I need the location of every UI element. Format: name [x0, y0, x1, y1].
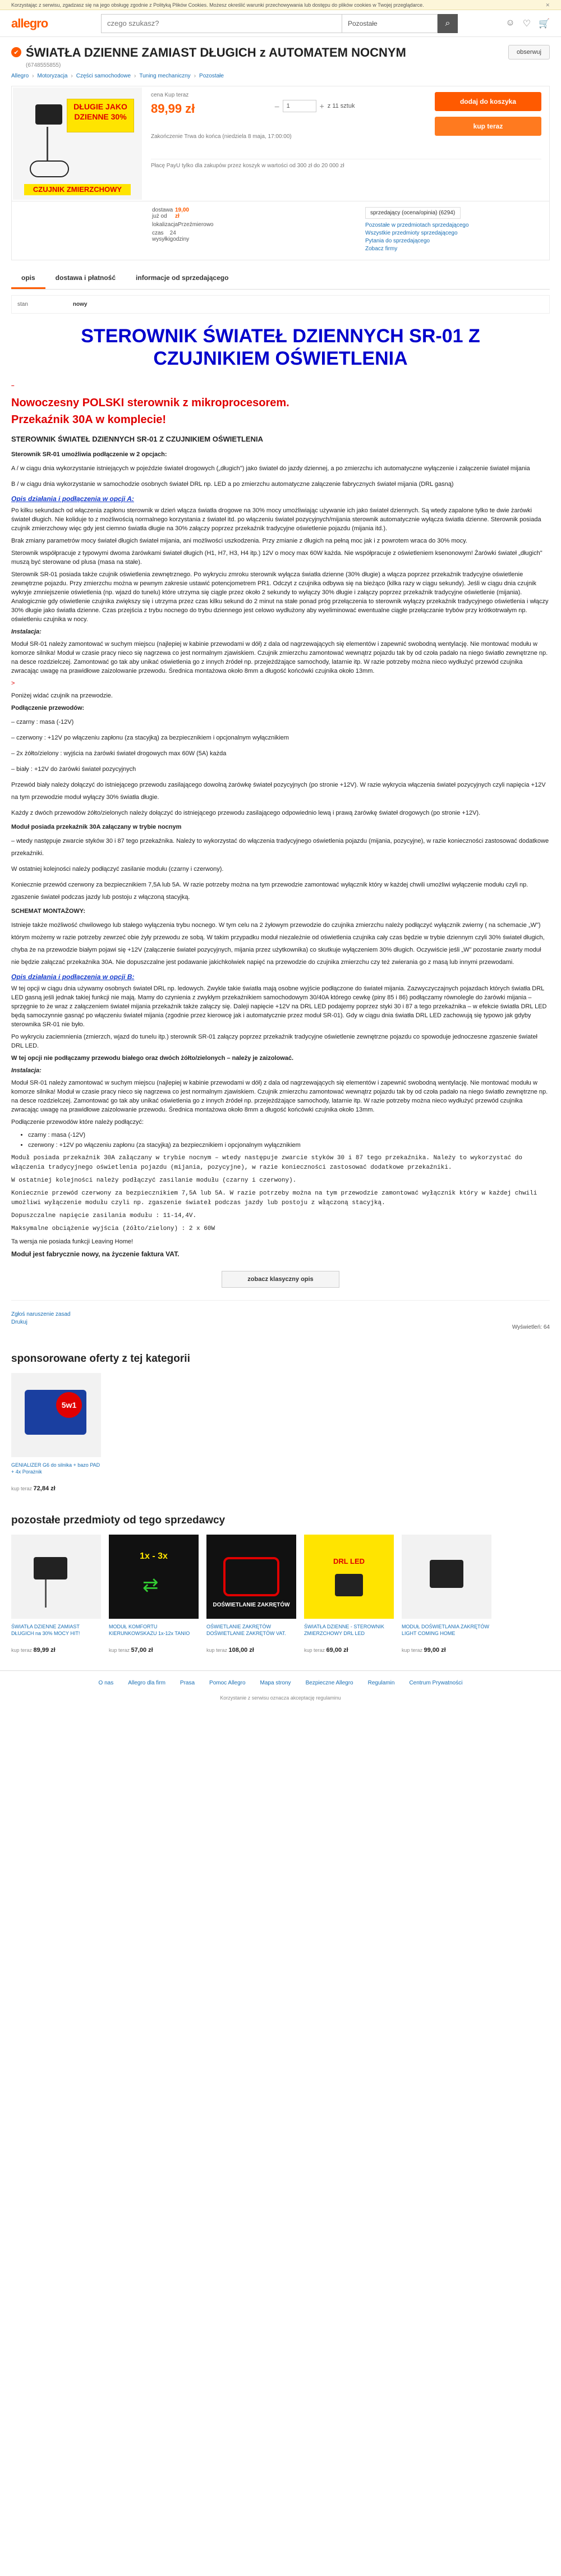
shipping-key: dostawa już od: [152, 207, 173, 219]
wire-item: – biały : +12V do żarówki świateł pozycyjnych: [11, 766, 136, 773]
tab-description[interactable]: opis: [11, 268, 45, 289]
description-paragraph: – wtedy następuje zwarcie styków 30 i 87 tego przekaźnika. Należy to wykorzystać do włączenia tradycyjnego oświetlenia pojazdu (mijania, pozycyjne), w razie konieczności zastosować dodatkowe przekaźniki.: [11, 838, 549, 857]
description-paragraph: Brak zmiany parametrów mocy świateł długich świateł mijania, ani możliwości uszkodzenia. Przy zmianie z długich na pełną moc jak i z powrotem wraca do 30% mocy.: [11, 538, 467, 544]
minus-icon[interactable]: –: [274, 102, 279, 111]
breadcrumb-item[interactable]: Tuning mechaniczny: [139, 73, 191, 79]
description-paragraph: Po wykryciu zaciemnienia (zmierzch, wjazd do tunelu itp.) sterownik SR-01 załączy poprzez przekaźnik tradycyjne oświetlenie zewnętrzne pojazdu co spowoduje jednoczesne zgaszenie świateł DRL LED.: [11, 1034, 537, 1049]
wire-image: [45, 1579, 47, 1608]
item-id: (6748555855): [26, 62, 61, 68]
breadcrumb-sep: ›: [71, 73, 73, 79]
red-headline-2: Przekaźnik 30A w komplecie!: [11, 414, 167, 426]
footer-link[interactable]: Bezpieczne Allegro: [305, 1680, 353, 1686]
item-condition: [11, 295, 550, 314]
plus-icon[interactable]: +: [319, 102, 324, 111]
offer-card[interactable]: [11, 1373, 101, 1492]
user-icon[interactable]: ☺: [505, 17, 515, 27]
option-a: A / w ciągu dnia wykorzystanie istniejących w pojeździe świateł drogowych („długich") jako świateł do jazdy dziennej, a po zmierzchu ich automatyczne wyłączenie i załączenie świateł mijania: [11, 465, 530, 472]
offer-card-price: [11, 1485, 101, 1492]
price-value: 69,00 zł: [326, 1647, 348, 1654]
shipping-seller-box: [11, 201, 550, 260]
footer-link[interactable]: Mapa strony: [260, 1680, 291, 1686]
breadcrumb-item[interactable]: Części samochodowe: [76, 73, 131, 79]
description-final: Moduł jest fabrycznie nowy, na życzenie faktura VAT.: [11, 1250, 180, 1258]
user-icons: [505, 18, 550, 29]
sponsored-cards: [11, 1373, 550, 1492]
price: 89,99 zł: [151, 102, 195, 116]
seller-name[interactable]: sprzedający (ocena/opinia) (6294): [365, 207, 461, 219]
footer-link[interactable]: Prasa: [180, 1680, 195, 1686]
option-b-heading: Opis działania i podłączenia w opcji B:: [11, 973, 135, 981]
red-headline-1: Nowoczesny POLSKI sterownik z mikroprocesorem.: [11, 397, 289, 409]
search-button[interactable]: [438, 14, 458, 33]
shipping-key: czas wysyłki: [152, 230, 170, 242]
tab-seller-info[interactable]: informacje od sprzedającego: [136, 274, 229, 282]
sign-image: [223, 1557, 279, 1596]
logo[interactable]: allegro: [11, 16, 48, 30]
schematic-heading: SCHEMAT MONTAŻOWY:: [11, 908, 85, 915]
footer-link[interactable]: Allegro dla firm: [128, 1680, 165, 1686]
module-image: [34, 1557, 67, 1579]
search-icon: ⌕: [445, 18, 450, 28]
seller-info: [197, 207, 549, 252]
description-paragraph: Koniecznie przewód czerwony za bezpiecznikiem 7,5A lub 5A. W razie potrzeby można na tym przewodzie zamontować wyłącznik który w każdej chwili umożliwi wyłączenie modułu czyli np. zgaszenie świateł podczas jazdy lub postoju z włączoną stacyjką.: [11, 881, 528, 901]
spec-line: Koniecznie przewód czerwony za bezpiecznikiem 7,5A lub 5A. W razie potrzeby można na tym przewodzie zamontować wyłącznik który w każdej chwili umożliwi wyłączenie modułu czyli np. zgaszenie świateł podczas jazdy lub postoju z włączoną stacyjką.: [11, 1190, 537, 1206]
breadcrumb-sep: ›: [32, 73, 34, 79]
sensor-caption: Poniżej widać czujnik na przewodzie.: [11, 692, 113, 699]
seller-link[interactable]: Pozostałe w przedmiotach sprzedającego: [365, 222, 469, 228]
description-paragraph: Moduł SR-01 należy zamontować w suchym miejscu (najlepiej w kabinie przewodami w dół) z dala od nagrzewających się elementów i zapewnić swobodną wentylację. Nie montować modułu w komorze silnika! Moduł w czasie pracy nieco się nagrzewa co jest normalnym zjawiskiem. Czujnik zmierzchu zamontować wewnątrz pojazdu tak by od czoła padało na niego światło zewnętrzne np. na desce rozdzielczej. Zamontować go tak aby unikać oświetlenia go z innych źródeł np. przejeżdżające samochody, latarnie itp. W razie potrzeby można nieco wydłużyć przewód czujnika zwracając uwagę na prawidłowe zaizolowanie przewodu. Średnica montażowa około 8mm a długość końcówki czujnika około 13mm.: [11, 1080, 548, 1113]
page-title: ŚWIATŁA DZIENNE ZAMIAST DŁUGICH z AUTOMATEM NOCNYM: [26, 45, 406, 59]
offer-card-title[interactable]: GENIALIZER G6 do silnika + bazo PAD + 4x Porażnik: [11, 1462, 100, 1475]
offer-card-price: [304, 1647, 394, 1654]
breadcrumb-item[interactable]: Allegro: [11, 73, 29, 79]
title-row: [0, 37, 561, 62]
print-link[interactable]: Drukuj: [11, 1319, 27, 1325]
close-icon[interactable]: ✕: [545, 2, 550, 8]
option-b-note: W tej opcji nie podłączamy przewodu białego oraz dwóch żółto/zielonych – należy je zaizolować.: [11, 1055, 294, 1062]
buy-buttons: [435, 92, 541, 141]
price-label: kup teraz: [402, 1647, 423, 1653]
description-paragraph: Sterownik współpracuje z typowymi dwoma żarówkami świateł długich (H1, H7, H3, H4 itp.) 12V o mocy max 60W każda. Nie współpracuje z oświetleniem ksenonowym! Żarówki świateł „długich" muszą być sterowane od plusa (masa na stałe).: [11, 550, 542, 566]
wire-coil-image: [30, 160, 69, 177]
offer-card-title[interactable]: OŚWIETLANIE ZAKRĘTÓW DOŚWIETLANIE ZAKRĘTÓW VAT.: [206, 1624, 286, 1636]
offer-card-badge: DOŚWIETLANIE ZAKRĘTÓW: [213, 1602, 290, 1608]
wire-item: – czarny : masa (-12V): [11, 719, 74, 725]
shipping-key: lokalizacja: [152, 222, 178, 228]
wire-item: – 2x żółto/zielony : wyjścia na żarówki świateł drogowych max 60W (5A) każda: [11, 750, 227, 757]
seller-items-cards: [11, 1535, 550, 1654]
shipping-row: [152, 230, 189, 242]
wire-image: [47, 127, 48, 160]
top-navigation: [0, 10, 561, 37]
description: [11, 325, 550, 1259]
condition-value: nowy: [72, 301, 88, 307]
quantity-input[interactable]: 1: [283, 100, 316, 112]
breadcrumb-sep: ›: [134, 73, 136, 79]
offer-details: [143, 86, 549, 201]
photo-label-bottom: CZUJNIK ZMIERZCHOWY: [24, 184, 131, 195]
add-to-cart-button[interactable]: dodaj do koszyka: [435, 92, 541, 111]
view-count: Wyświetleń: 64: [512, 1324, 550, 1330]
wire-list-item: • czarny : masa (-12V): [28, 1130, 550, 1140]
watch-button[interactable]: obserwuj: [508, 45, 550, 59]
product-photo[interactable]: [13, 88, 142, 200]
offer-card-image: [304, 1535, 394, 1619]
module-image: [335, 1574, 363, 1596]
condition-label: stan: [17, 301, 28, 307]
description-note: Ta wersja nie posiada funkcji Leaving Home!: [11, 1238, 134, 1245]
ending-label: Zakończenie: [151, 134, 183, 140]
price-label: kup teraz: [11, 1647, 33, 1653]
price-label: kup teraz: [109, 1647, 130, 1653]
spec-line: Dopuszczalne napięcie zasilania modułu : 11-14,4V.: [11, 1213, 197, 1219]
shipping-row: [152, 222, 214, 228]
description-paragraph: Każdy z dwóch przewodów żółto/zielonych należy dołączyć do istniejącego przewodu zasilającego odpowiednio lewą i prawą żarówkę świateł drogowych (po stronie +12V).: [11, 810, 481, 816]
shipping-value: 24 godziny: [169, 230, 190, 242]
breadcrumb-sep: ›: [194, 73, 196, 79]
wire-list-item: • czerwony : +12V po włączeniu zapłonu (za stacyjką) za bezpiecznikiem i opcjonalnym wyłącznikiem: [28, 1140, 550, 1150]
offer-card-title[interactable]: MODUŁ KOMFORTU KIERUNKOWSKAZU 1x-12x TANIO: [109, 1624, 190, 1636]
offer-card-badge: 5w1: [56, 1392, 82, 1418]
seller-link[interactable]: Zobacz firmy: [365, 246, 398, 252]
price-label: kup teraz: [304, 1647, 325, 1653]
classic-description-button[interactable]: zobacz klasyczny opis: [222, 1271, 339, 1288]
offer-card-badge: 1x - 3x: [140, 1551, 168, 1561]
cookie-banner: [0, 0, 561, 10]
offer-card-image: [11, 1373, 101, 1457]
footer-copyright: Korzystanie z serwisu oznacza akceptację regulaminu: [220, 1695, 341, 1701]
description-paragraph: Sterownik SR-01 posiada także czujnik oświetlenia zewnętrznego. Po wykryciu zmroku sterownik wyłącza światła dzienne (30% długie) a włącza poprzez przekaźnik tradycyjne oświetlenie zewnętrzne pojazdu. Przy zmierzchu można w pewnym zakresie ustawić potencjometrem PR1. Odczyt z czujnika odbywa się na bieżąco (kilka razy w ciągu sekundy). Jeśli w ciągu dnia czujnik wykryje zmniejszenie oświetlenia (np. wjazd do tunelu) które utrzyma się ciągle przez około 2 sekundy to wyłączy 30% długie i załączy poprzez przekaźnik tradycyjne oświetlenie (mijania). Analogicznie gdy oświetlenie czujnika zwiększy się i utrzyma przez czas kilku sekund do 2 minut na stałe ponad próg przełączenia to sterownik wyłączy przekaźnik tradycyjnego oświetlenia i włączy 30% długie jako światła dzienne. Czas przejścia z trybu nocnego do trybu dziennego jest celowo wydłużony aby wyeliminować ewentualne ciągłe przełączanie trybów przy krótkotrwałym np. oświetleniu czujnika w nocy.: [11, 571, 549, 623]
description-paragraph: Podłączenie przewodów które należy podłączyć:: [11, 1119, 144, 1126]
description-paragraph: Przewód biały należy dołączyć do istniejącego przewodu zasilającego dowolną żarówkę świateł pozycyjnych (po stronie +12V). W razie wykrycia włączenia świateł pozycyjnych czyli napięcia +12V na tym przewodzie moduł wyłączy 30% światła długie.: [11, 782, 546, 801]
wires-heading: Podłączenie przewodów:: [11, 705, 85, 711]
offer-card[interactable]: [11, 1535, 101, 1654]
arrow-icon: ⇄: [142, 1574, 159, 1596]
breadcrumb-item[interactable]: Motoryzacja: [37, 73, 68, 79]
installation-heading: Instalacja:: [11, 1067, 42, 1074]
module-image: [430, 1560, 463, 1588]
description-paragraph: W ostatniej kolejności należy podłączyć zasilanie modułu (czarny i czerwony).: [11, 866, 224, 873]
quantity-stepper: [275, 100, 355, 112]
spec-line: Moduł posiada przekaźnik 30A załączany w trybie nocnym – wtedy następuje zwarcie styków 30 i 87 tego przekaźnika. Należy to wykorzystać do włączenia tradycyjnego oświetlenia pojazdu (mijania, pozycyjne), w razie konieczności zastosować dodatkowe przekaźniki.: [11, 1155, 522, 1171]
option-b: B / w ciągu dnia wykorzystanie w samochodzie osobnych świateł DRL np. LED a po zmierzchu automatyczne załączenie fabrycznych świateł mijania (DRL gasną): [11, 481, 454, 488]
offer-card-image: [109, 1535, 199, 1619]
tabs: [11, 268, 550, 290]
footer-links: [0, 1670, 561, 1695]
offer-card-image: [402, 1535, 491, 1619]
spec-line: Maksymalne obciążenie wyjścia (żółto/zielony) : 2 x 60W: [11, 1225, 215, 1232]
module-image: [35, 104, 62, 125]
price-value: 57,00 zł: [131, 1647, 153, 1654]
description-paragraph: Istnieje także możliwość chwilowego lub stałego wyłączenia trybu nocnego. W tym celu na 2 żyłowym przewodzie do czujnika zmierzchu należy podłączyć wyłącznik zwierny ( na schemacie „W") którym możemy w razie potrzeby zewrzeć obie żyły przewodu ze sobą. W takim przypadku moduł niezależnie od oświetlenia czujnika cały czas będzie w trybie dziennym czyli 30% świateł długich, chyba że na przewodzie białym pojawi się +12V (załączenie świateł pozycyjnych, mijania przez użytkownika) co skutkuje wyłączeniem 30% długich. Oczywiście jeśli „W" pozostanie zwarty moduł nie będzie załączać przekaźnika 30A. Nie dopuszczalne jest podawanie jakichkolwiek napięć na przewodzie do czujnika zmierzchu czy też zwierania go z masą lub innymi przewodami.: [11, 922, 545, 966]
offer-card[interactable]: [402, 1535, 491, 1654]
super-seller-icon: ✔: [11, 47, 21, 57]
payment-info: Płacę PayU tylko dla zakupów przez koszyk w wartości od 300 zł do 20 000 zł: [151, 159, 541, 169]
wire-list: [28, 1130, 550, 1150]
quantity-available: z 11 sztuk: [327, 103, 355, 109]
price-value: 108,00 zł: [228, 1647, 254, 1654]
description-intro: Sterownik SR-01 umożliwia podłączenie w 2 opcjach:: [11, 451, 167, 458]
description-paragraph: Po kilku sekundach od włączenia zapłonu sterownik w dzień włącza światła drogowe na 30% mocy umożliwiając używanie ich jako świateł dziennych. Są wtedy zapalone tylko te dwie żarówki świateł długich. Nie koliduje to z możliwością normalnego korzystania z świateł itd. po włączeniu świateł pozycyjnych/mijania sterownik automatycznie wyłącza światła dzienne. Sterownik posiada czujnik zmierzchowy więc gdy jest ciemno światła długie na 30% załączy poprzez przekaźnik tradycyjne oświetlenie pojazdu (mijania itd.).: [11, 507, 541, 532]
offer-card-title[interactable]: MODUŁ DOŚWIETLANIA ZAKRĘTÓW LIGHT COMING HOME: [402, 1624, 490, 1636]
breadcrumb-item[interactable]: Pozostałe: [199, 73, 224, 79]
price-label: cena Kup teraz: [151, 92, 189, 98]
description-paragraph: W tej opcji w ciągu dnia używamy osobnych świateł DRL np. ledowych. Zwykle takie światła mają osobne wyjście podłączone do świateł mijania. Zazwyczyczajnych pojazdach których światła DRL LED gasną jeśli jednak takiej funkcji nie mają. Mamy do czynienia z zwykłym przekaźnikiem samochodowym 30/40A którego cewkę (piny 85 i 86) podłączamy równolegle do żarówki mijania – sprzęgnie to że wraz z załączeniem świateł mijania przekaźnik także załączy się. Daleji napięcie +12V na DRL LED podajemy poprzez styki 30 i 87 a tego przekaźnika – w efekcie światła DRL LED będą samoczynnie gasnąć po włączeniu świateł mijania (zgodnie przez kierowcę jak i automatycznie przez moduł SR-01). Gdy w ciągu dnia światła DRL LED zachowują się typowo jak gdyby sterownika SR-01 nie było.: [11, 985, 547, 1028]
shipping-row: [152, 207, 189, 219]
offer-card[interactable]: [206, 1535, 296, 1654]
offer-card-title[interactable]: ŚWIATŁA DZIENNE - STEROWNIK ZMIERZCHOWY DRL LED: [304, 1624, 384, 1636]
breadcrumb: [0, 68, 561, 84]
cookie-text: Korzystając z serwisu, zgadzasz się na jego obsługę zgodnie z Polityką Plików Cookies. Możesz określić warunki przechowywania lub dostępu do plików cookies w Twojej przeglądarce.: [11, 2, 424, 8]
spec-line: W ostatniej kolejności należy podłączyć zasilanie modułu (czarny i czerwony).: [11, 1177, 297, 1184]
search-bar: [101, 14, 458, 33]
footer-link[interactable]: O nas: [98, 1680, 114, 1686]
offer-box: [11, 86, 550, 201]
shipping-value: 19,00 zł: [174, 207, 189, 219]
price-value: 89,99 zł: [33, 1647, 56, 1654]
heart-icon[interactable]: ♡: [522, 19, 531, 29]
category-select[interactable]: Pozostałe: [342, 14, 438, 33]
offer-card-image: [11, 1535, 101, 1619]
offer-card-price: [206, 1647, 296, 1654]
offer-card[interactable]: [304, 1535, 394, 1654]
description-subtitle: STEROWNIK ŚWIATEŁ DZIENNYCH SR-01 Z CZUJNIKIEM OŚWIETLENIA: [11, 435, 263, 443]
offer-card-image: [206, 1535, 296, 1619]
wire-item: – czerwony : +12V po włączeniu zapłonu (za stacyjką) za bezpiecznikiem i opcjonalnym wyłącznikiem: [11, 734, 289, 741]
footer-link[interactable]: Pomoc Allegro: [209, 1680, 246, 1686]
option-a-heading: Opis działania i podłączenia w opcji A:: [11, 495, 134, 503]
tab-shipping[interactable]: dostawa i płatność: [55, 274, 116, 282]
price-block: [151, 92, 195, 116]
price-label: kup teraz: [11, 1486, 33, 1491]
shipping-value: Przeźmierowo: [178, 222, 214, 228]
cart-icon[interactable]: 🛒: [539, 19, 550, 29]
offer-card[interactable]: [109, 1535, 199, 1654]
offer-card-title[interactable]: ŚWIATŁA DZIENNE ZAMIAST DŁUGICH na 30% MOCY HIT!: [11, 1624, 80, 1636]
price-label: kup teraz: [206, 1647, 228, 1653]
buy-now-button[interactable]: kup teraz: [435, 117, 541, 136]
description-heading: STEROWNIK ŚWIATEŁ DZIENNYCH SR-01 Z CZUJNIKIEM OŚWIETLENIA: [81, 325, 480, 369]
price-value: 99,00 zł: [424, 1647, 446, 1654]
offer-card-badge: DRL LED: [333, 1557, 365, 1565]
report-link[interactable]: Zgłoś naruszenie zasad: [11, 1311, 71, 1317]
photo-label-top: DŁUGIE JAKO DZIENNE 30%: [67, 99, 134, 132]
price-value: 72,84 zł: [33, 1485, 56, 1492]
seller-link[interactable]: Wszystkie przedmioty sprzedającego: [365, 230, 458, 236]
installation-heading: Instalacja:: [11, 628, 42, 635]
offer-card-price: [402, 1647, 491, 1654]
ending-value: Trwa do końca (niedziela 8 maja, 17:00:00): [184, 134, 292, 140]
seller-items-title: pozostałe przedmioty od tego sprzedawcy: [11, 1514, 226, 1526]
seller-link[interactable]: Pytania do sprzedającego: [365, 238, 430, 244]
report-links: [11, 1300, 550, 1326]
footer-link[interactable]: Regulamin: [367, 1680, 395, 1686]
offer-card-price: [11, 1647, 101, 1654]
relay-heading: Moduł posiada przekaźnik 30A załączany w trybie nocnym: [11, 824, 182, 830]
bullet-dash: –: [11, 383, 15, 389]
sponsored-title: sponsorowane oferty z tej kategorii: [11, 1353, 190, 1365]
description-paragraph: Moduł SR-01 należy zamontować w suchym miejscu (najlepiej w kabinie przewodami w dół) z dala od nagrzewających się elementów i zapewnić swobodną wentylację. Nie montować modułu w komorze silnika! Moduł w czasie pracy nieco się nagrzewa co jest normalnym zjawiskiem. Czujnik zmierzchu zamontować wewnątrz pojazdu tak by od czoła padało na niego światło zewnętrzne np. na desce rozdzielczej. Zamontować go tak aby unikać oświetlenia go z innych źródeł np. przejeżdżające samochody, latarnie itp. W razie potrzeby można nieco wydłużyć przewód czujnika zwracając uwagę na prawidłowe zaizolowanie przewodu. Średnica montażowa około 8mm a długość końcówki czujnika około 13mm.: [11, 641, 548, 674]
arrow-mark: >: [11, 680, 15, 687]
shipping-info: [12, 207, 214, 252]
offer-card-price: [109, 1647, 199, 1654]
search-input[interactable]: [101, 14, 342, 33]
footer-link[interactable]: Centrum Prywatności: [409, 1680, 463, 1686]
